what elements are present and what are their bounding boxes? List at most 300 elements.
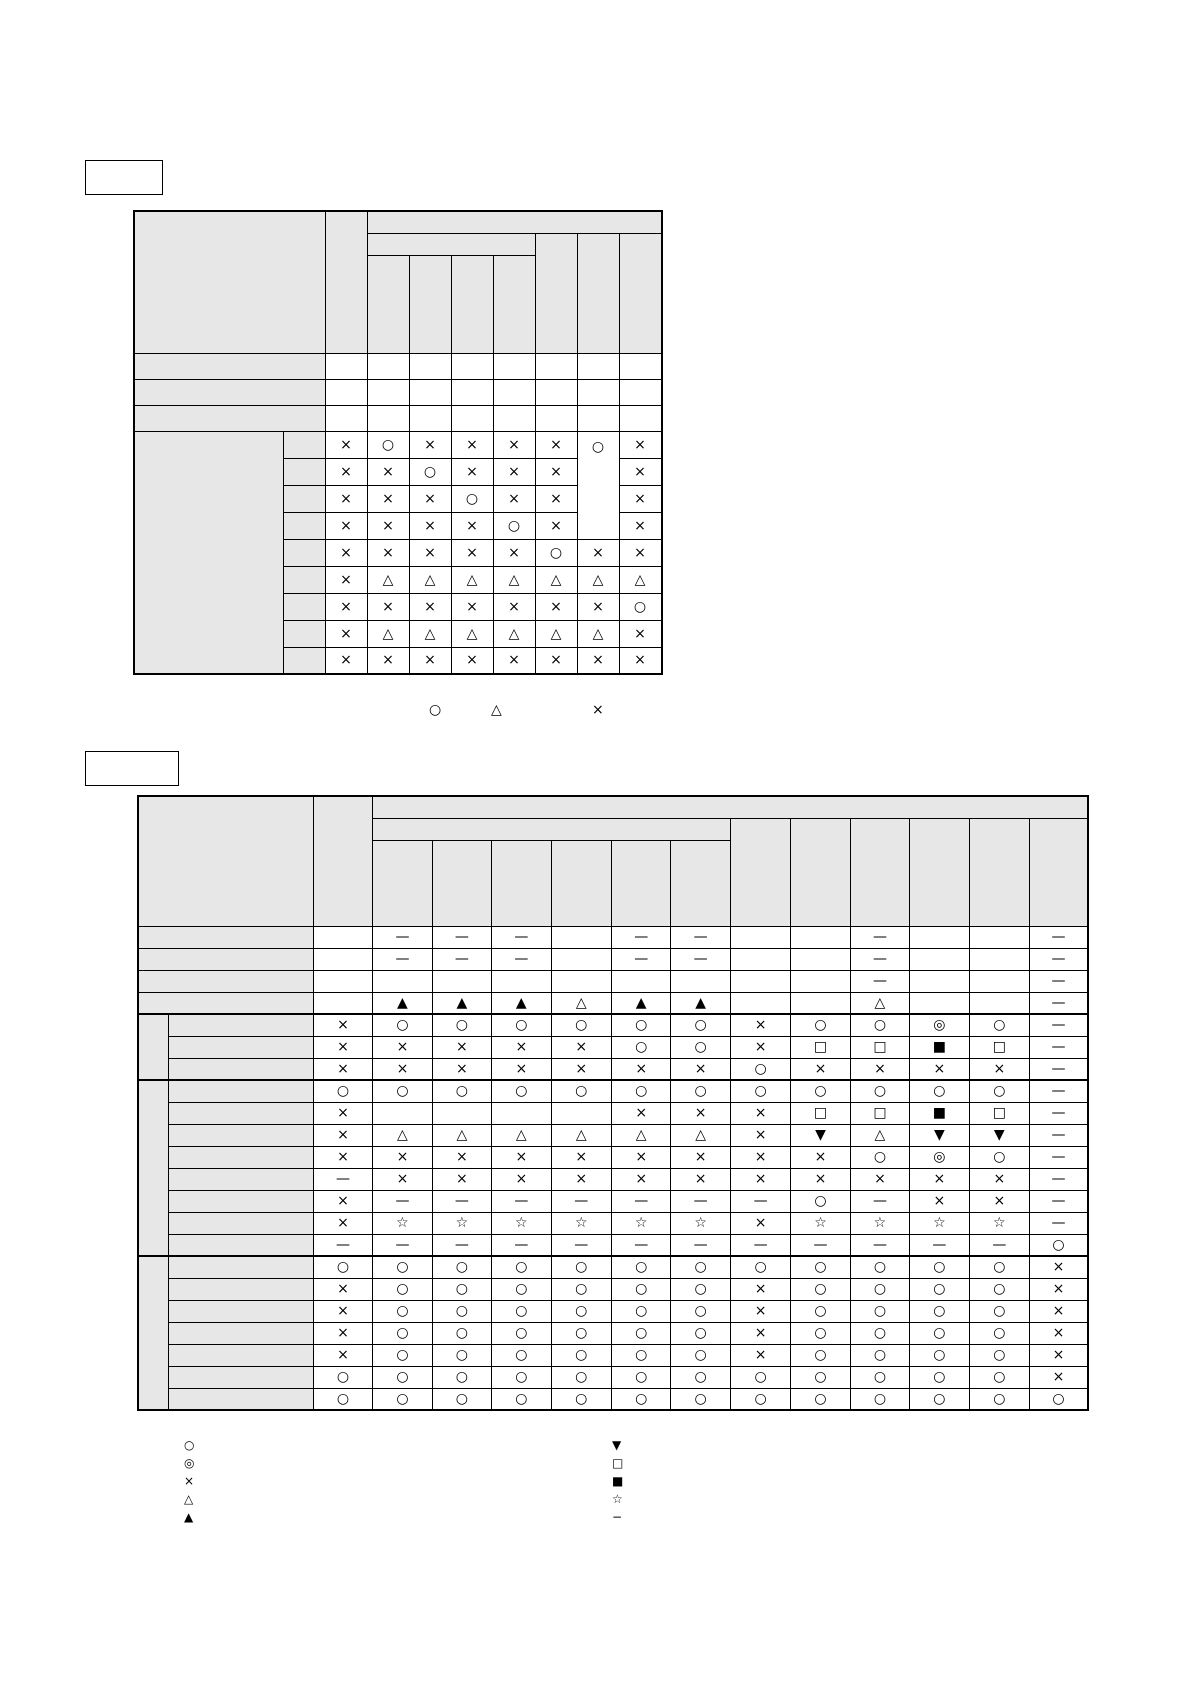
table-cell: — bbox=[791, 1234, 850, 1256]
table-cell: × bbox=[611, 1102, 670, 1124]
table-cell: △ bbox=[619, 566, 661, 593]
header-col-12 bbox=[969, 818, 1029, 926]
header-group bbox=[373, 796, 1088, 818]
table-cell bbox=[671, 970, 730, 992]
table-cell bbox=[661, 458, 662, 485]
table-row bbox=[138, 1278, 1088, 1300]
table-cell: ○ bbox=[432, 1300, 491, 1322]
legend-symbol-down-triangle: ▼ bbox=[612, 1438, 622, 1452]
legend-symbol-filled-square: ■ bbox=[612, 1474, 624, 1488]
table-cell: △ bbox=[850, 1124, 909, 1146]
table-cell: ○ bbox=[850, 1080, 909, 1102]
table-cell: ○ bbox=[791, 1300, 850, 1322]
row-label bbox=[168, 1036, 313, 1058]
table-cell: ○ bbox=[577, 431, 619, 539]
table-cell: — bbox=[492, 1234, 551, 1256]
table-cell: × bbox=[730, 1014, 790, 1036]
table-row bbox=[138, 1388, 1088, 1410]
table-row bbox=[138, 992, 1088, 1014]
table-cell: — bbox=[671, 1234, 730, 1256]
table-cell: ○ bbox=[969, 1344, 1029, 1366]
table-cell: × bbox=[313, 1190, 372, 1212]
table-cell bbox=[577, 379, 619, 405]
table-cell: × bbox=[535, 485, 577, 512]
table-cell: — bbox=[492, 948, 551, 970]
table-cell: × bbox=[551, 1036, 611, 1058]
table-cell bbox=[791, 926, 850, 948]
table-row bbox=[138, 1212, 1088, 1234]
table-cell: ○ bbox=[671, 1388, 730, 1410]
table-cell bbox=[451, 379, 493, 405]
table-cell: △ bbox=[850, 992, 909, 1014]
table-cell: ○ bbox=[910, 1300, 969, 1322]
table-row bbox=[138, 1168, 1088, 1190]
table-cell: △ bbox=[551, 992, 611, 1014]
row-label bbox=[138, 992, 313, 1014]
header-subgroup bbox=[373, 818, 731, 840]
table-cell: — bbox=[1030, 1168, 1088, 1190]
row-label bbox=[283, 458, 325, 485]
table-cell: × bbox=[367, 512, 409, 539]
table-cell: — bbox=[611, 948, 670, 970]
row-label bbox=[168, 1256, 313, 1278]
table-cell: × bbox=[730, 1300, 790, 1322]
table-cell: ○ bbox=[551, 1300, 611, 1322]
table-cell: ○ bbox=[373, 1300, 432, 1322]
row-label bbox=[283, 539, 325, 566]
table-row bbox=[138, 1058, 1088, 1080]
header-col-4 bbox=[451, 255, 493, 353]
table-cell: — bbox=[1030, 1014, 1088, 1036]
table-cell: — bbox=[671, 948, 730, 970]
table-cell: × bbox=[969, 1168, 1029, 1190]
table-row bbox=[138, 1124, 1088, 1146]
table-row bbox=[138, 1300, 1088, 1322]
table-cell: ○ bbox=[492, 1256, 551, 1278]
table-cell: △ bbox=[611, 1124, 670, 1146]
table-cell: — bbox=[969, 1234, 1029, 1256]
row-label bbox=[168, 1234, 313, 1256]
table-cell: △ bbox=[409, 566, 451, 593]
table-cell bbox=[969, 926, 1029, 948]
table-cell bbox=[661, 405, 662, 431]
table-cell: ○ bbox=[969, 1366, 1029, 1388]
table-cell: — bbox=[492, 1190, 551, 1212]
table-cell: ○ bbox=[551, 1388, 611, 1410]
table-row bbox=[138, 1036, 1088, 1058]
table-cell bbox=[577, 405, 619, 431]
table-cell: × bbox=[619, 620, 661, 647]
table-cell bbox=[367, 353, 409, 379]
table-cell: ○ bbox=[910, 1344, 969, 1366]
table-cell: ○ bbox=[551, 1014, 611, 1036]
table-cell: — bbox=[850, 970, 909, 992]
table-cell: — bbox=[1030, 1190, 1088, 1212]
row-label bbox=[283, 647, 325, 674]
table-cell: × bbox=[373, 1146, 432, 1168]
table-cell: □ bbox=[850, 1102, 909, 1124]
table1-legend-circle: ○ bbox=[429, 702, 442, 718]
table-cell bbox=[661, 431, 662, 458]
table-cell: × bbox=[969, 1058, 1029, 1080]
table-cell: × bbox=[619, 458, 661, 485]
table-cell bbox=[730, 992, 790, 1014]
table-cell: × bbox=[619, 539, 661, 566]
table-cell: × bbox=[535, 431, 577, 458]
table-cell: ○ bbox=[850, 1366, 909, 1388]
table-cell: × bbox=[1030, 1278, 1088, 1300]
table-cell: — bbox=[373, 948, 432, 970]
table-cell: ☆ bbox=[850, 1212, 909, 1234]
table-cell: × bbox=[325, 647, 367, 674]
table-cell: × bbox=[611, 1146, 670, 1168]
table-cell: × bbox=[325, 620, 367, 647]
table-cell bbox=[619, 353, 661, 379]
table-cell: ▲ bbox=[373, 992, 432, 1014]
header-col-1 bbox=[325, 211, 367, 353]
table-cell: × bbox=[451, 593, 493, 620]
table-cell: ☆ bbox=[791, 1212, 850, 1234]
row-label bbox=[168, 1190, 313, 1212]
table-cell: △ bbox=[493, 620, 535, 647]
table-cell: ○ bbox=[969, 1256, 1029, 1278]
table-cell: × bbox=[313, 1146, 372, 1168]
table-cell: × bbox=[451, 647, 493, 674]
table-cell: × bbox=[493, 458, 535, 485]
table-cell: × bbox=[313, 1036, 372, 1058]
table-cell: — bbox=[492, 926, 551, 948]
header-col-6 bbox=[535, 233, 577, 353]
table-cell: × bbox=[730, 1036, 790, 1058]
table-cell bbox=[661, 353, 662, 379]
table-cell: — bbox=[551, 1234, 611, 1256]
table-cell: ○ bbox=[791, 1190, 850, 1212]
table-cell bbox=[432, 970, 491, 992]
table-cell: × bbox=[1030, 1366, 1088, 1388]
table-cell: — bbox=[432, 1190, 491, 1212]
table-cell: ○ bbox=[432, 1388, 491, 1410]
header-subgroup bbox=[367, 233, 535, 255]
table-cell bbox=[409, 353, 451, 379]
table-cell: × bbox=[492, 1036, 551, 1058]
header-col-4 bbox=[492, 840, 551, 926]
table-cell bbox=[367, 405, 409, 431]
table-cell bbox=[535, 405, 577, 431]
table-cell: × bbox=[325, 458, 367, 485]
table-cell: ○ bbox=[969, 1278, 1029, 1300]
table-cell bbox=[432, 1102, 491, 1124]
table-cell: ○ bbox=[671, 1256, 730, 1278]
table-cell: ○ bbox=[791, 1344, 850, 1366]
table-cell bbox=[493, 353, 535, 379]
table-cell: ○ bbox=[432, 1080, 491, 1102]
table-cell bbox=[451, 353, 493, 379]
table-cell: — bbox=[850, 1190, 909, 1212]
table-cell: × bbox=[367, 485, 409, 512]
header-col-5 bbox=[551, 840, 611, 926]
table-cell: ○ bbox=[730, 1058, 790, 1080]
table-cell: ○ bbox=[373, 1388, 432, 1410]
table-cell: △ bbox=[492, 1124, 551, 1146]
table-cell bbox=[791, 992, 850, 1014]
table-cell bbox=[661, 566, 662, 593]
table-cell bbox=[535, 379, 577, 405]
table-cell: △ bbox=[535, 620, 577, 647]
table-cell: × bbox=[910, 1058, 969, 1080]
legend-symbol-filled-triangle: ▲ bbox=[184, 1510, 194, 1524]
table-cell: ○ bbox=[492, 1080, 551, 1102]
table-cell: — bbox=[313, 1168, 372, 1190]
table-cell bbox=[409, 379, 451, 405]
row-label bbox=[168, 1388, 313, 1410]
table-cell: ○ bbox=[373, 1014, 432, 1036]
table-cell: — bbox=[730, 1234, 790, 1256]
table-cell: × bbox=[325, 539, 367, 566]
table-cell: × bbox=[730, 1344, 790, 1366]
table-cell: × bbox=[577, 647, 619, 674]
table-cell: △ bbox=[432, 1124, 491, 1146]
legend-symbol-triangle: △ bbox=[184, 1492, 194, 1506]
table-cell: × bbox=[671, 1058, 730, 1080]
table-cell: ○ bbox=[313, 1388, 372, 1410]
table-cell bbox=[661, 485, 662, 512]
table-cell: △ bbox=[409, 620, 451, 647]
header-col-9 bbox=[791, 818, 850, 926]
table-cell bbox=[611, 970, 670, 992]
table-cell: ○ bbox=[313, 1366, 372, 1388]
header-col-8 bbox=[619, 233, 661, 353]
table-cell: △ bbox=[577, 620, 619, 647]
row-group-label bbox=[134, 431, 283, 674]
table-cell: ▲ bbox=[492, 992, 551, 1014]
row-label bbox=[168, 1344, 313, 1366]
table-cell: × bbox=[313, 1102, 372, 1124]
table-cell: ○ bbox=[551, 1080, 611, 1102]
table-cell: ○ bbox=[730, 1256, 790, 1278]
table-cell: ○ bbox=[535, 539, 577, 566]
table-cell: ○ bbox=[373, 1366, 432, 1388]
table-cell: × bbox=[367, 647, 409, 674]
table-cell bbox=[730, 948, 790, 970]
table-cell bbox=[969, 992, 1029, 1014]
table-cell: × bbox=[730, 1146, 790, 1168]
table-cell: ○ bbox=[791, 1014, 850, 1036]
table-cell: ○ bbox=[432, 1322, 491, 1344]
table-cell: × bbox=[367, 539, 409, 566]
header-col-2 bbox=[373, 840, 432, 926]
table-cell: × bbox=[535, 458, 577, 485]
legend-symbol-cross: × bbox=[184, 1474, 195, 1488]
section-label-box-2 bbox=[85, 751, 179, 786]
table-cell: ○ bbox=[492, 1344, 551, 1366]
row-label bbox=[283, 566, 325, 593]
table1-legend-cross: × bbox=[592, 702, 604, 718]
table-cell: ○ bbox=[671, 1278, 730, 1300]
table-cell: ○ bbox=[492, 1278, 551, 1300]
table-cell: × bbox=[969, 1190, 1029, 1212]
row-label bbox=[168, 1322, 313, 1344]
table-cell: × bbox=[313, 1212, 372, 1234]
table-row bbox=[138, 948, 1088, 970]
table-cell bbox=[969, 970, 1029, 992]
table-row bbox=[138, 1344, 1088, 1366]
header-col-10 bbox=[850, 818, 909, 926]
table-cell: ○ bbox=[492, 1014, 551, 1036]
table-cell: × bbox=[409, 647, 451, 674]
table-cell: ○ bbox=[313, 1256, 372, 1278]
row-label bbox=[134, 405, 325, 431]
table-cell: × bbox=[325, 431, 367, 458]
table-cell bbox=[551, 1102, 611, 1124]
table-cell: — bbox=[850, 948, 909, 970]
table-cell: ○ bbox=[671, 1080, 730, 1102]
row-label bbox=[168, 1366, 313, 1388]
table-row bbox=[138, 1366, 1088, 1388]
table-cell: ○ bbox=[611, 1388, 670, 1410]
table-cell: ○ bbox=[432, 1344, 491, 1366]
row-label bbox=[283, 431, 325, 458]
row-label bbox=[168, 1212, 313, 1234]
table-cell: × bbox=[730, 1168, 790, 1190]
table-cell: ○ bbox=[492, 1322, 551, 1344]
section-label-box-1 bbox=[85, 160, 163, 195]
table-cell: ○ bbox=[969, 1388, 1029, 1410]
table-cell: — bbox=[1030, 970, 1088, 992]
table-cell: × bbox=[493, 485, 535, 512]
table-cell: — bbox=[850, 1234, 909, 1256]
table-row bbox=[138, 970, 1088, 992]
table-cell: ○ bbox=[671, 1366, 730, 1388]
header-col-7 bbox=[577, 233, 619, 353]
table-cell bbox=[661, 620, 662, 647]
table-cell: × bbox=[619, 647, 661, 674]
table-cell: — bbox=[850, 926, 909, 948]
table-cell: ◎ bbox=[910, 1146, 969, 1168]
table-cell: × bbox=[619, 485, 661, 512]
table-cell: × bbox=[1030, 1256, 1088, 1278]
table-row bbox=[138, 1014, 1088, 1036]
table-cell: ▲ bbox=[611, 992, 670, 1014]
table-cell: ○ bbox=[969, 1146, 1029, 1168]
row-label bbox=[168, 1300, 313, 1322]
table-row bbox=[138, 1102, 1088, 1124]
table-cell: □ bbox=[969, 1102, 1029, 1124]
table-cell: — bbox=[1030, 1080, 1088, 1102]
table-cell bbox=[791, 970, 850, 992]
table-cell bbox=[910, 970, 969, 992]
table-cell bbox=[969, 948, 1029, 970]
table-cell: ▲ bbox=[671, 992, 730, 1014]
table-cell bbox=[661, 647, 662, 674]
table1-legend-triangle: △ bbox=[491, 702, 502, 718]
table-cell: ○ bbox=[611, 1278, 670, 1300]
table-cell bbox=[325, 379, 367, 405]
table-cell: × bbox=[493, 593, 535, 620]
table-cell: ○ bbox=[492, 1388, 551, 1410]
table-cell: ☆ bbox=[492, 1212, 551, 1234]
table-cell bbox=[791, 948, 850, 970]
table-cell: × bbox=[611, 1058, 670, 1080]
table-cell: × bbox=[432, 1168, 491, 1190]
header-col-9 bbox=[661, 233, 662, 353]
table-cell: ○ bbox=[850, 1278, 909, 1300]
header-col-13 bbox=[1030, 818, 1088, 926]
table-cell: ○ bbox=[910, 1278, 969, 1300]
table-cell bbox=[325, 405, 367, 431]
table-cell: ○ bbox=[791, 1256, 850, 1278]
table-cell: × bbox=[493, 647, 535, 674]
table-cell: ○ bbox=[492, 1300, 551, 1322]
table-cell: ○ bbox=[910, 1256, 969, 1278]
table-cell: ◎ bbox=[910, 1014, 969, 1036]
table-cell: ○ bbox=[969, 1014, 1029, 1036]
table-cell bbox=[730, 970, 790, 992]
table-cell bbox=[551, 948, 611, 970]
header-col-3 bbox=[432, 840, 491, 926]
table-cell: △ bbox=[373, 1124, 432, 1146]
table-cell: — bbox=[1030, 1146, 1088, 1168]
table-cell: × bbox=[492, 1146, 551, 1168]
table-cell: ○ bbox=[850, 1322, 909, 1344]
table-cell: ■ bbox=[910, 1102, 969, 1124]
row-label bbox=[283, 620, 325, 647]
table-cell: — bbox=[373, 1190, 432, 1212]
header-col-11 bbox=[910, 818, 969, 926]
table-cell: × bbox=[313, 1058, 372, 1080]
row-label bbox=[283, 485, 325, 512]
table-cell: — bbox=[730, 1190, 790, 1212]
table-cell: ○ bbox=[791, 1278, 850, 1300]
table-cell: ○ bbox=[850, 1300, 909, 1322]
table-cell: — bbox=[432, 948, 491, 970]
table-cell: × bbox=[551, 1168, 611, 1190]
table-cell: ○ bbox=[910, 1366, 969, 1388]
table-cell: × bbox=[850, 1168, 909, 1190]
table-cell: ○ bbox=[671, 1344, 730, 1366]
table-cell bbox=[313, 948, 372, 970]
table-cell bbox=[492, 970, 551, 992]
table-cell: ○ bbox=[493, 512, 535, 539]
table-cell: △ bbox=[451, 620, 493, 647]
table-cell: ▼ bbox=[969, 1124, 1029, 1146]
table-cell: × bbox=[313, 1300, 372, 1322]
header-col-5 bbox=[493, 255, 535, 353]
table-cell: ○ bbox=[611, 1366, 670, 1388]
table-cell: × bbox=[325, 512, 367, 539]
header-col-7 bbox=[671, 840, 730, 926]
legend-symbol-star: ☆ bbox=[612, 1492, 623, 1506]
compatibility-table-2 bbox=[137, 795, 1089, 1411]
table-cell: ○ bbox=[1030, 1388, 1088, 1410]
table-cell: ○ bbox=[373, 1256, 432, 1278]
table-cell: ○ bbox=[969, 1322, 1029, 1344]
table-cell: ☆ bbox=[611, 1212, 670, 1234]
table-cell: ○ bbox=[619, 593, 661, 620]
table-cell bbox=[577, 353, 619, 379]
table-cell: × bbox=[493, 431, 535, 458]
row-group-label bbox=[138, 1080, 168, 1256]
table-cell: — bbox=[1030, 926, 1088, 948]
table-cell bbox=[409, 405, 451, 431]
table-cell: × bbox=[730, 1102, 790, 1124]
table-cell: — bbox=[611, 1190, 670, 1212]
table-cell: × bbox=[730, 1322, 790, 1344]
table-cell: — bbox=[1030, 1036, 1088, 1058]
table-cell bbox=[313, 992, 372, 1014]
table-cell: ○ bbox=[850, 1388, 909, 1410]
table-cell: × bbox=[850, 1058, 909, 1080]
row-label bbox=[168, 1146, 313, 1168]
